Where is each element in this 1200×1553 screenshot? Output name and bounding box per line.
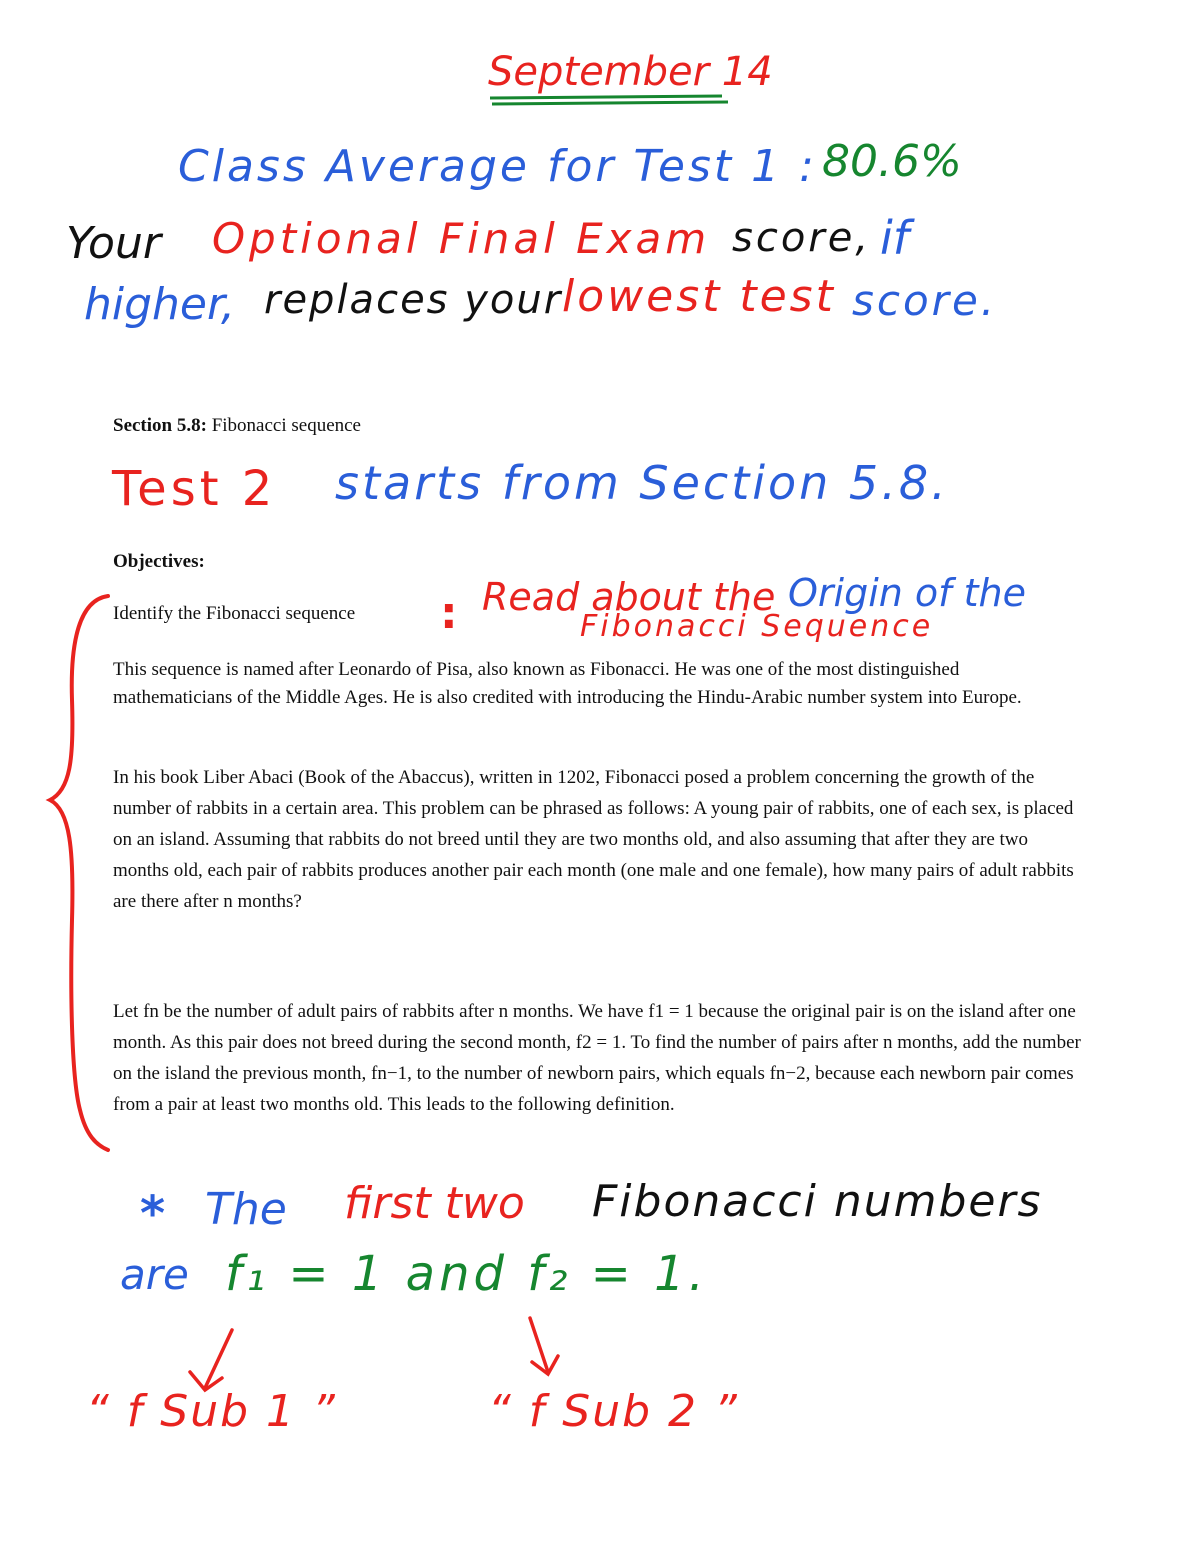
class-average-value: 80.6% [822, 136, 962, 187]
note-optional-final-exam: Optional Final Exam [212, 214, 711, 263]
fib-numbers-annotation: Fibonacci numbers [592, 1176, 1043, 1227]
note-your: Your [66, 218, 161, 269]
f-sub-2-annotation: “ f Sub 2 ” [488, 1386, 739, 1437]
date-annotation: September 14 [488, 49, 773, 95]
section-title: Fibonacci sequence [211, 415, 361, 436]
note-lowest-test: lowest test [562, 271, 836, 322]
note-if: if [880, 211, 909, 265]
note-replaces-your: replaces your [264, 277, 563, 323]
fibonacci-sequence-annotation: Fibonacci Sequence [580, 609, 934, 644]
note-score-end: score. [852, 276, 998, 325]
the-annotation: The [205, 1184, 287, 1235]
note-higher: higher, [84, 279, 236, 330]
star-annotation: * [140, 1186, 166, 1242]
note-score: score, [732, 215, 872, 261]
test2-annotation: Test 2 [112, 461, 277, 517]
are-annotation: are [120, 1250, 189, 1299]
read-about-colon: : [440, 588, 458, 639]
f-sub-1-annotation: “ f Sub 1 ” [86, 1386, 337, 1437]
paragraph-definition-text: Let fn be the number of adult pairs of rabbits after n months. We have f1 = 1 because the original pair is on the island after one month. As this pair does not breed during the second month, f2 = 1. To find the number of pairs after n months, add the number on the island the previous month, fn−1, to the number of newborn pairs, which equals fn−2, because each newborn pair comes from a pair at least two months old. This leads to the following definition. [113, 1001, 1081, 1115]
paragraph-origin-text: This sequence is named after Leonardo of Pisa, also known as Fibonacci. He was one of the most distinguished mathematicians of the Middle Ages. He is also credited with introducing the Hindu-Arabic number system into Europe. [113, 659, 1022, 708]
objectives-heading-text: Objectives: [113, 551, 205, 572]
paragraph-rabbits-text: In his book Liber Abaci (Book of the Abaccus), written in 1202, Fibonacci posed a problem concerning the growth of the number of rabbits in a certain area. This problem can be phrased as follows: A young pair of rabbits, one of each sex, is placed on an island. Assuming that rabbits do not breed until they are two months old, and also assuming that after they are two months old, each pair of rabbits produces another pair each month (one male and one female), how many pairs of adult rabbits are there after n months? [113, 767, 1074, 912]
objective-item: Identify the Fibonacci sequence [113, 603, 356, 624]
origin-annotation: Origin of the [788, 571, 1027, 615]
class-average-label: Class Average for Test 1 : [178, 141, 817, 192]
f1-f2-annotation: f₁ = 1 and f₂ = 1. [225, 1246, 708, 1302]
first-two-annotation: first two [344, 1178, 525, 1229]
section-label: Section 5.8: [113, 415, 207, 436]
test2-starts-from: starts from Section 5.8. [335, 456, 949, 510]
read-about-annotation: Read about the [482, 575, 776, 619]
